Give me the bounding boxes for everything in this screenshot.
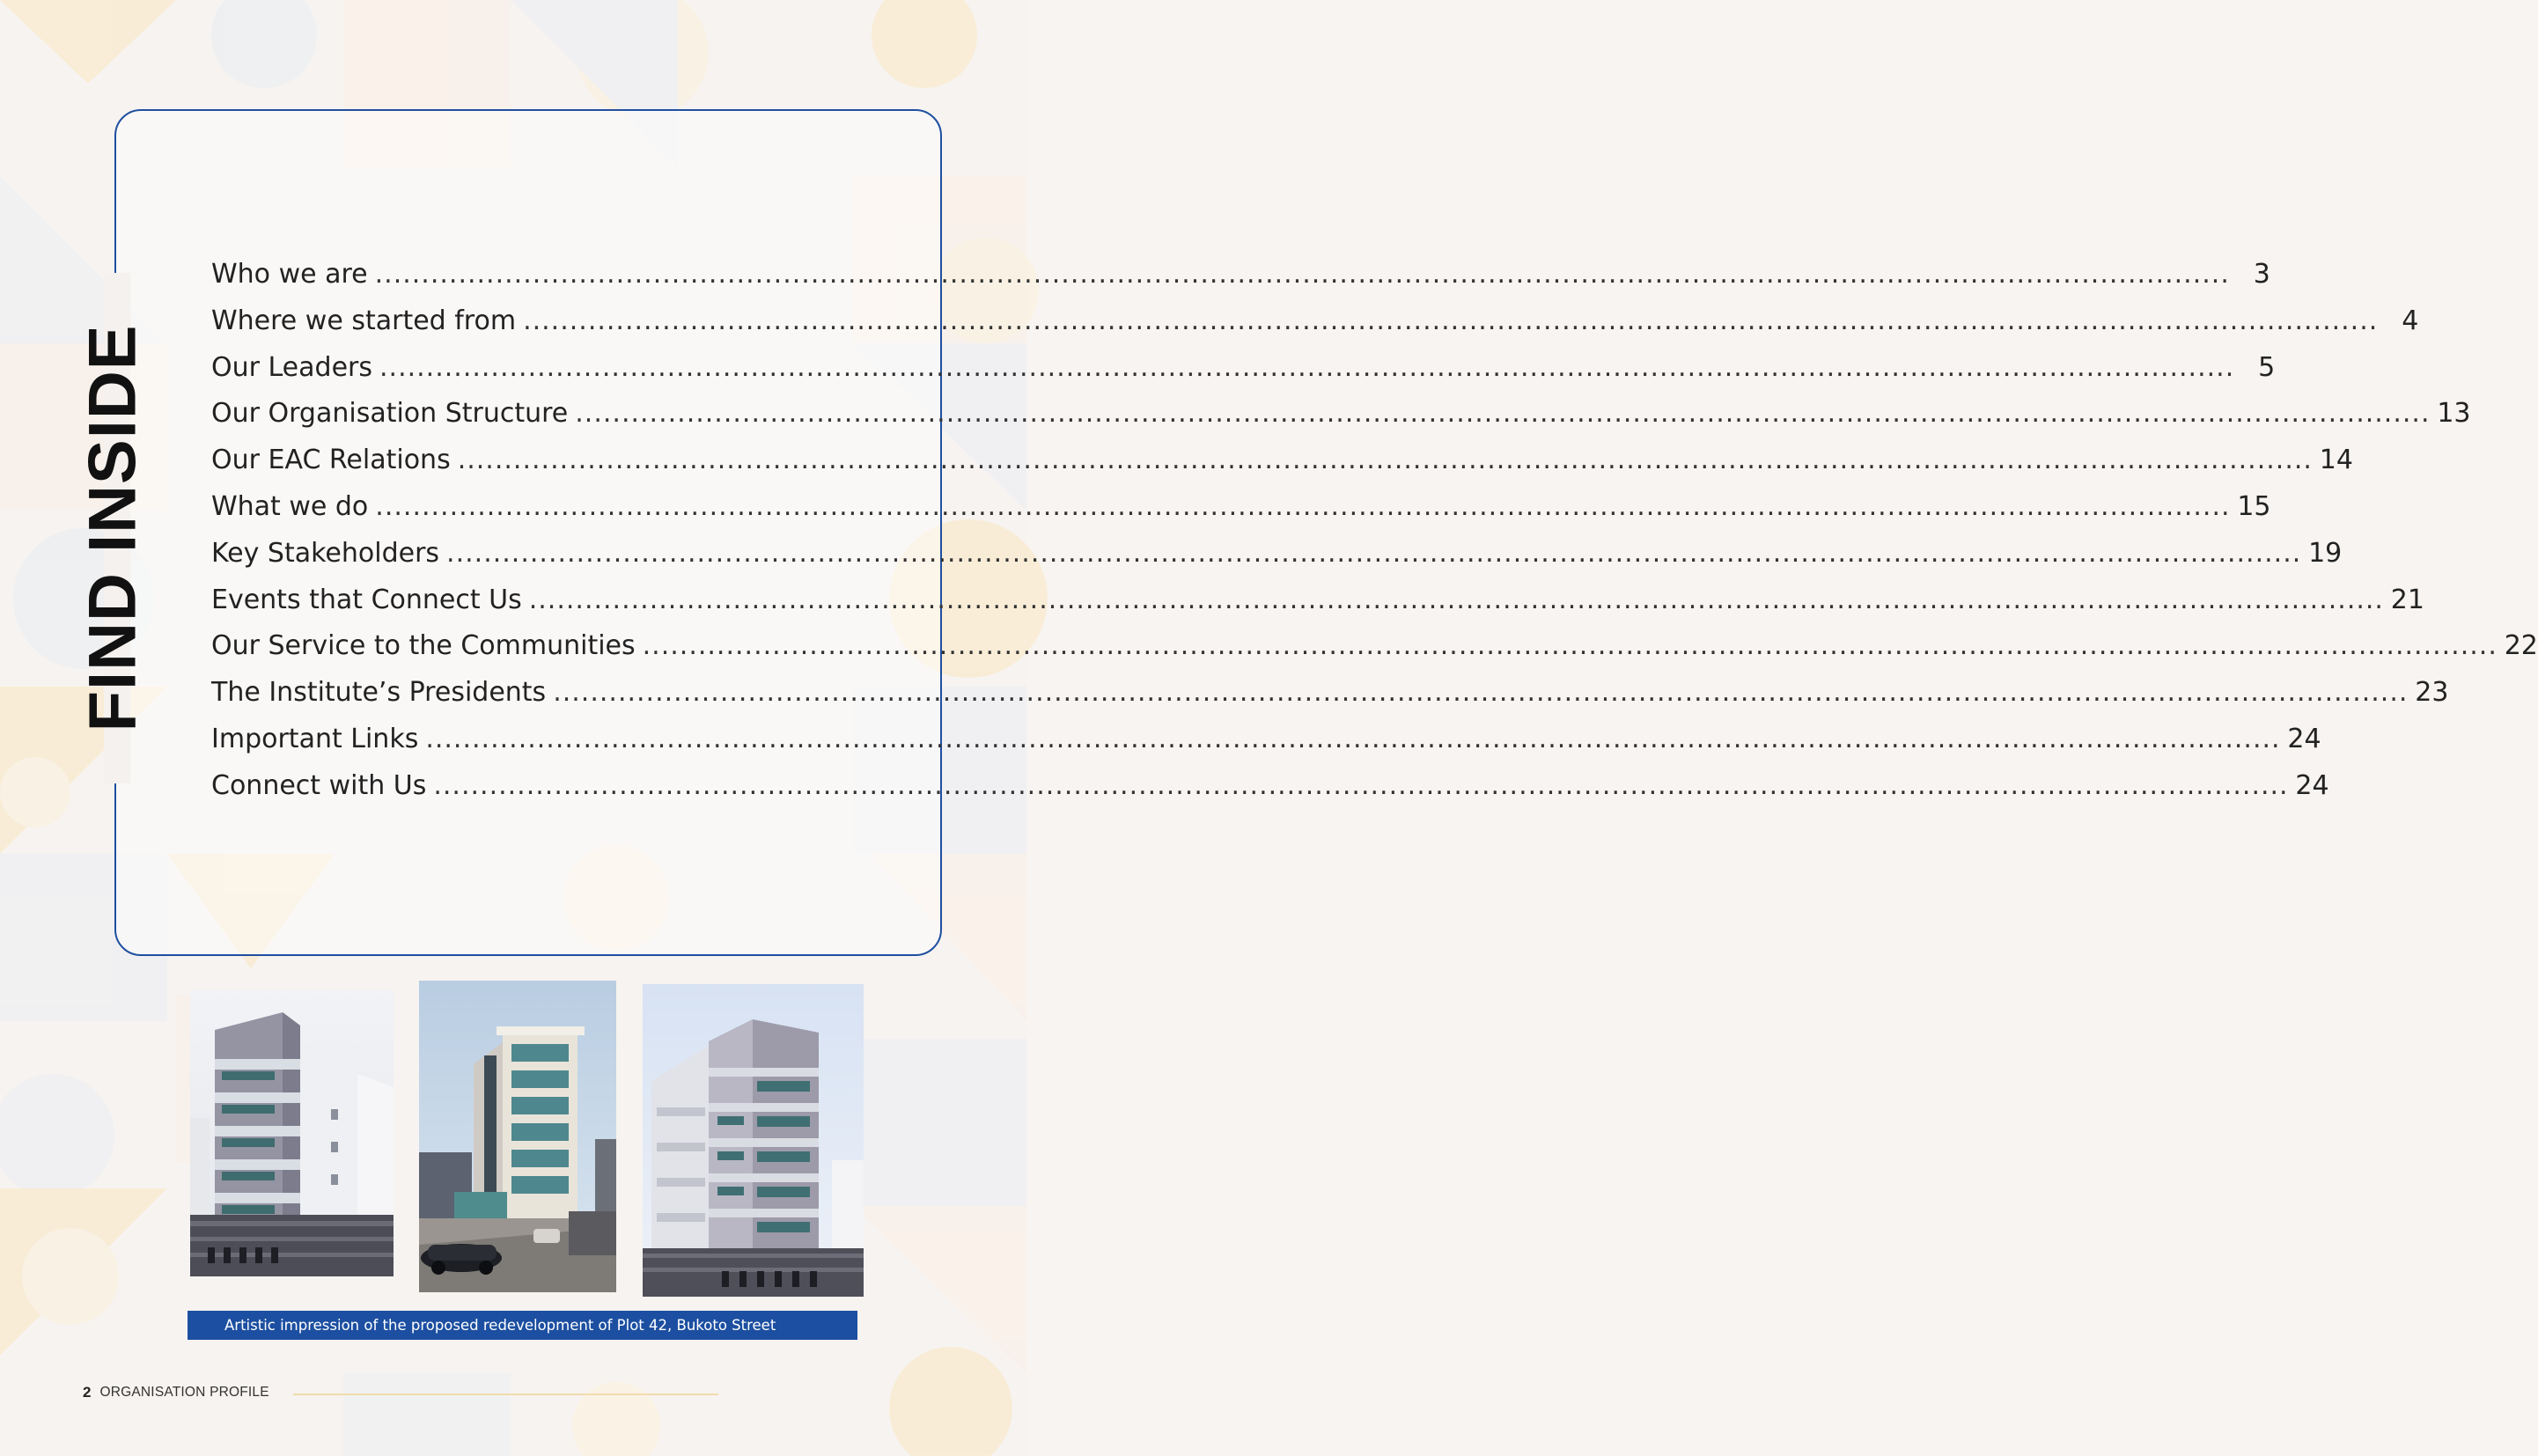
toc-entry[interactable] xyxy=(211,305,2419,352)
toc-entry-title: Important Links xyxy=(211,723,419,754)
toc-entry[interactable] xyxy=(211,723,2321,770)
toc-leader-dots: ........................................................................................................................................................................................................ xyxy=(433,769,2289,801)
toc-entry-title: Our EAC Relations xyxy=(211,445,451,476)
toc-entry-title: Events that Connect Us xyxy=(211,584,522,615)
toc-leader-dots: ........................................................................................................................................................................................................ xyxy=(457,445,2313,476)
toc-leader-dots: ........................................................................................................................................................................................................ xyxy=(425,723,2281,754)
toc-entry-title: Our Organisation Structure xyxy=(211,398,569,430)
toc-leader-dots: ........................................................................................................................................................................................................ xyxy=(575,398,2431,430)
toc-entry[interactable] xyxy=(211,398,2471,445)
toc-entry[interactable] xyxy=(211,351,2276,399)
toc-entry-title: Our Service to the Communities xyxy=(211,630,636,662)
toc-leader-dots: ........................................................................................................................................................................................................ xyxy=(528,584,2384,615)
toc-leader-dots: ........................................................................................................................................................................................................ xyxy=(523,305,2379,336)
toc-entry-title: Who we are xyxy=(211,259,368,290)
footer-label: ORGANISATION PROFILE xyxy=(99,1385,269,1400)
toc-entry-title: What we do xyxy=(211,490,369,522)
table-of-contents xyxy=(211,259,2538,817)
toc-entry-page: 23 xyxy=(2415,677,2449,709)
toc-entry-title: Connect with Us xyxy=(211,769,427,801)
toc-leader-dots: ........................................................................................................................................................................................................ xyxy=(379,351,2235,383)
toc-leader-dots: ........................................................................................................................................................................................................ xyxy=(553,677,2409,709)
toc-entry-page: 22 xyxy=(2504,630,2538,662)
toc-entry-page: 4 xyxy=(2402,305,2419,336)
building-render-3 xyxy=(643,984,864,1297)
toc-entry-page: 19 xyxy=(2308,537,2343,569)
toc-entry-page: 24 xyxy=(2287,723,2321,754)
toc-entry-page: 5 xyxy=(2258,351,2276,383)
toc-entry[interactable] xyxy=(211,630,2538,677)
toc-entry-page: 15 xyxy=(2237,490,2271,522)
toc-entry-title: Our Leaders xyxy=(211,351,372,383)
image-caption: Artistic impression of the proposed redevelopment of Plot 42, Bukoto Street xyxy=(188,1311,857,1340)
toc-entry-page: 14 xyxy=(2319,445,2353,476)
toc-entry-page: 21 xyxy=(2390,584,2424,615)
toc-entry-page: 13 xyxy=(2437,398,2471,430)
toc-entry[interactable] xyxy=(211,677,2449,724)
toc-entry[interactable] xyxy=(211,490,2271,538)
toc-entry-page: 3 xyxy=(2253,259,2270,290)
toc-entry[interactable] xyxy=(211,584,2424,631)
toc-entry[interactable] xyxy=(211,769,2329,817)
footer-rule xyxy=(293,1393,718,1395)
toc-entry-title: Where we started from xyxy=(211,305,517,336)
side-title: FIND INSIDE xyxy=(75,324,151,732)
toc-entry[interactable] xyxy=(211,259,2270,305)
toc-entry-title: Key Stakeholders xyxy=(211,537,440,569)
building-render-2 xyxy=(419,981,616,1292)
page-footer xyxy=(83,1382,269,1403)
building-render-1 xyxy=(190,990,394,1276)
toc-entry-title: The Institute’s Presidents xyxy=(211,677,547,709)
toc-leader-dots: ........................................................................................................................................................................................................ xyxy=(446,537,2302,569)
toc-entry[interactable] xyxy=(211,537,2343,585)
toc-entry[interactable] xyxy=(211,445,2353,491)
toc-leader-dots: ........................................................................................................................................................................................................ xyxy=(642,630,2498,662)
page-number: 2 xyxy=(83,1384,92,1401)
toc-leader-dots: ........................................................................................................................................................................................................ xyxy=(375,490,2231,522)
toc-leader-dots: ........................................................................................................................................................................................................ xyxy=(374,259,2230,290)
toc-entry-page: 24 xyxy=(2295,769,2329,801)
